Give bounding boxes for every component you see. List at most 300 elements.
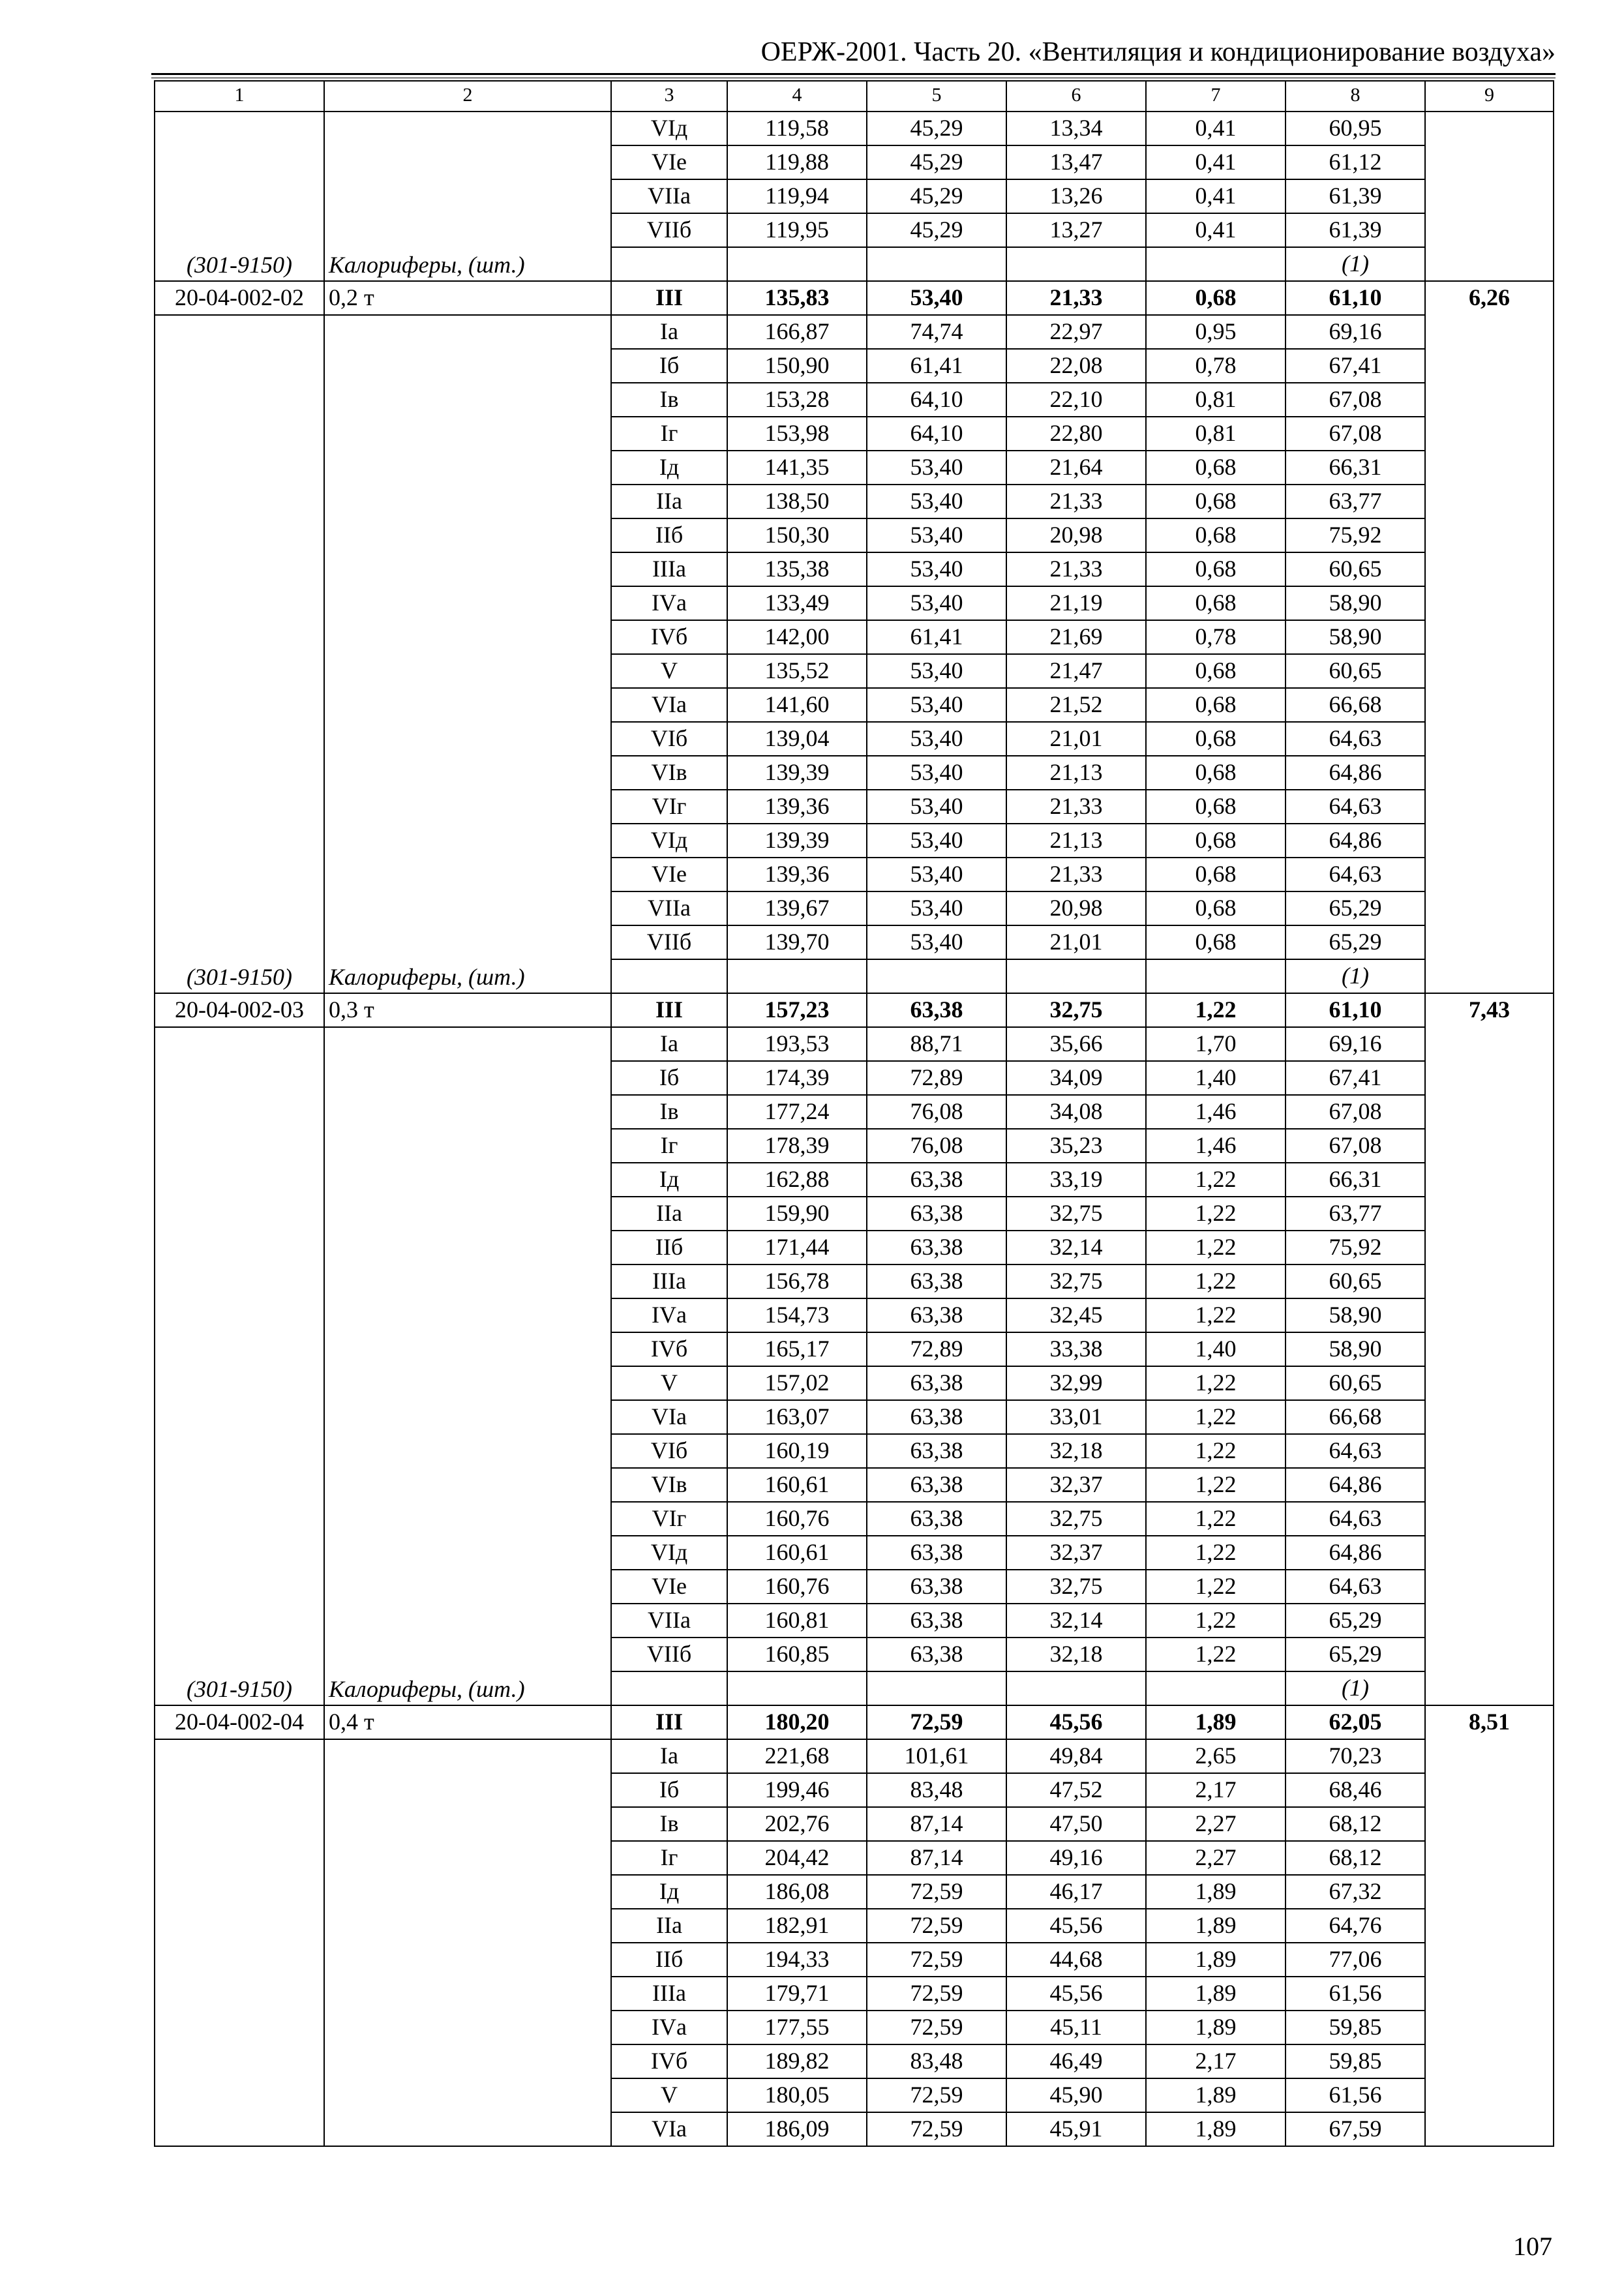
- col5-cell: 53,40: [867, 688, 1006, 722]
- col7-cell: 1,22: [1146, 1536, 1286, 1570]
- col7-cell: 1,89: [1146, 1705, 1286, 1739]
- col6-cell: 21,47: [1006, 654, 1146, 688]
- col7-cell: 1,40: [1146, 1332, 1286, 1366]
- col4-cell: 174,39: [727, 1061, 867, 1095]
- col7-cell: 0,41: [1146, 179, 1286, 213]
- col5-cell: 63,38: [867, 1400, 1006, 1434]
- page-number: 107: [1513, 2232, 1552, 2261]
- column-number: 3: [611, 81, 727, 112]
- col5-cell: 63,38: [867, 1366, 1006, 1400]
- col4-cell: 178,39: [727, 1129, 867, 1163]
- col5-cell: 45,29: [867, 145, 1006, 179]
- description-cell: Калориферы, (шт.): [324, 1027, 611, 1705]
- col7-cell: 1,89: [1146, 1875, 1286, 1909]
- col4-cell: 160,85: [727, 1638, 867, 1671]
- col4-cell: 162,88: [727, 1163, 867, 1197]
- zone-cell: IVа: [611, 586, 727, 620]
- zone-cell: VIб: [611, 722, 727, 756]
- col4-cell: 119,95: [727, 213, 867, 247]
- zone-cell: IIб: [611, 1943, 727, 1977]
- zone-cell: Iг: [611, 1841, 727, 1875]
- col4-cell: 189,82: [727, 2044, 867, 2078]
- rate-code: 20-04-002-02: [155, 281, 324, 315]
- zone-cell: VIIб: [611, 1638, 727, 1671]
- col4-cell: 135,38: [727, 552, 867, 586]
- col4-cell: 160,61: [727, 1468, 867, 1502]
- col6-cell: 21,33: [1006, 858, 1146, 891]
- col4-cell: 159,90: [727, 1197, 867, 1231]
- col4-cell: 139,36: [727, 858, 867, 891]
- col6-cell: 32,37: [1006, 1468, 1146, 1502]
- col8-cell: 64,63: [1286, 1434, 1425, 1468]
- table-body: [155, 112, 1554, 2146]
- col8-cell: 60,65: [1286, 1366, 1425, 1400]
- col4-cell: 150,90: [727, 349, 867, 383]
- col6-cell: 49,84: [1006, 1739, 1146, 1773]
- col6-cell: 21,13: [1006, 756, 1146, 790]
- col6-cell: 45,56: [1006, 1977, 1146, 2011]
- col4-cell: 119,58: [727, 112, 867, 145]
- col5-cell: 53,40: [867, 756, 1006, 790]
- col4-cell: 199,46: [727, 1773, 867, 1807]
- col8-cell: 65,29: [1286, 1604, 1425, 1638]
- empty-cell: [1006, 1671, 1146, 1705]
- col7-cell: 0,81: [1146, 417, 1286, 451]
- col5-cell: 72,59: [867, 1909, 1006, 1943]
- col7-cell: 1,89: [1146, 1943, 1286, 1977]
- zone-cell: IVб: [611, 2044, 727, 2078]
- header-rule-thick: [151, 73, 1556, 75]
- rate-code: 20-04-002-03: [155, 993, 324, 1027]
- zone-cell: VIе: [611, 1570, 727, 1604]
- col8-cell: 64,63: [1286, 858, 1425, 891]
- col5-cell: 72,59: [867, 2078, 1006, 2112]
- col6-cell: 33,19: [1006, 1163, 1146, 1197]
- col7-cell: 0,68: [1146, 688, 1286, 722]
- col4-cell: 119,94: [727, 179, 867, 213]
- zone-cell: VIг: [611, 790, 727, 824]
- col8-cell: 61,10: [1286, 281, 1425, 315]
- col7-cell: 2,27: [1146, 1841, 1286, 1875]
- zone-cell: IVа: [611, 1298, 727, 1332]
- col8-cell: 63,77: [1286, 485, 1425, 518]
- col4-cell: 139,39: [727, 756, 867, 790]
- col5-cell: 88,71: [867, 1027, 1006, 1061]
- empty-cell: [867, 1671, 1006, 1705]
- col5-cell: 45,29: [867, 112, 1006, 145]
- col5-cell: 61,41: [867, 349, 1006, 383]
- col4-cell: 157,02: [727, 1366, 867, 1400]
- col4-cell: 157,23: [727, 993, 867, 1027]
- col7-cell: 0,68: [1146, 790, 1286, 824]
- col8-cell: 75,92: [1286, 1231, 1425, 1264]
- col7-cell: 1,22: [1146, 1400, 1286, 1434]
- col7-cell: 1,89: [1146, 2011, 1286, 2044]
- zone-cell: Iв: [611, 1807, 727, 1841]
- col6-cell: 21,19: [1006, 586, 1146, 620]
- col5-cell: 53,40: [867, 451, 1006, 485]
- col6-cell: 46,49: [1006, 2044, 1146, 2078]
- col5-cell: 53,40: [867, 891, 1006, 925]
- zone-cell: VIIб: [611, 213, 727, 247]
- col7-cell: 0,95: [1146, 315, 1286, 349]
- col7-cell: 1,22: [1146, 1197, 1286, 1231]
- col5-cell: 53,40: [867, 518, 1006, 552]
- col8-cell: 68,12: [1286, 1841, 1425, 1875]
- col8-cell: 64,86: [1286, 824, 1425, 858]
- empty-cell: [727, 1671, 867, 1705]
- col7-cell: 0,41: [1146, 213, 1286, 247]
- col6-cell: 20,98: [1006, 891, 1146, 925]
- zone-cell: IIIа: [611, 552, 727, 586]
- zone-cell: Iг: [611, 1129, 727, 1163]
- col5-cell: 45,29: [867, 213, 1006, 247]
- rate-measure: 0,3 т: [324, 993, 611, 1027]
- main-rate-row: [155, 281, 1554, 315]
- col8-cell: 64,63: [1286, 790, 1425, 824]
- zone-cell: IVб: [611, 1332, 727, 1366]
- col4-cell: 141,60: [727, 688, 867, 722]
- col8-cell: 69,16: [1286, 1027, 1425, 1061]
- code-cell: [155, 1739, 324, 2146]
- col7-cell: 0,68: [1146, 858, 1286, 891]
- col4-cell: 160,61: [727, 1536, 867, 1570]
- column-number-row: [155, 81, 1554, 112]
- empty-cell: [727, 959, 867, 993]
- col7-cell: 0,68: [1146, 518, 1286, 552]
- col4-cell: 154,73: [727, 1298, 867, 1332]
- col8-cell: 67,08: [1286, 1095, 1425, 1129]
- col4-cell: 182,91: [727, 1909, 867, 1943]
- col6-cell: 21,01: [1006, 925, 1146, 959]
- col8-cell: 63,77: [1286, 1197, 1425, 1231]
- zone-cell: VIб: [611, 1434, 727, 1468]
- col6-cell: 35,66: [1006, 1027, 1146, 1061]
- col8-cell: 62,05: [1286, 1705, 1425, 1739]
- col7-cell: 1,46: [1146, 1095, 1286, 1129]
- col7-cell: 1,22: [1146, 1502, 1286, 1536]
- col5-cell: 53,40: [867, 485, 1006, 518]
- col4-cell: 135,83: [727, 281, 867, 315]
- zone-cell: Iб: [611, 349, 727, 383]
- zone-cell: VIа: [611, 2112, 727, 2146]
- col5-cell: 64,10: [867, 417, 1006, 451]
- col7-cell: 2,17: [1146, 2044, 1286, 2078]
- col6-cell: 21,33: [1006, 552, 1146, 586]
- col7-cell: 1,22: [1146, 1468, 1286, 1502]
- col4-cell: 166,87: [727, 315, 867, 349]
- col7-cell: 1,22: [1146, 1604, 1286, 1638]
- col4-cell: 194,33: [727, 1943, 867, 1977]
- zone-cell: Iд: [611, 451, 727, 485]
- description-cell: Калориферы, (шт.): [324, 315, 611, 993]
- zone-cell: VIе: [611, 858, 727, 891]
- col8-cell: 60,65: [1286, 1264, 1425, 1298]
- col7-cell: 0,68: [1146, 485, 1286, 518]
- description-cell: [324, 1739, 611, 2146]
- col7-cell: 1,22: [1146, 1638, 1286, 1671]
- zone-cell: VIе: [611, 145, 727, 179]
- col4-cell: 142,00: [727, 620, 867, 654]
- zone-cell: Iд: [611, 1163, 727, 1197]
- col7-cell: 1,22: [1146, 1163, 1286, 1197]
- col8-cell: 64,86: [1286, 1536, 1425, 1570]
- zone-cell: VIв: [611, 1468, 727, 1502]
- col6-cell: 32,45: [1006, 1298, 1146, 1332]
- col6-cell: 20,98: [1006, 518, 1146, 552]
- column-number-header: [155, 81, 1554, 112]
- col5-cell: 101,61: [867, 1739, 1006, 1773]
- col6-cell: 21,33: [1006, 790, 1146, 824]
- col7-cell: 0,81: [1146, 383, 1286, 417]
- col4-cell: 186,08: [727, 1875, 867, 1909]
- col6-cell: 21,13: [1006, 824, 1146, 858]
- col8-cell: 64,63: [1286, 722, 1425, 756]
- col7-cell: 0,68: [1146, 824, 1286, 858]
- col4-cell: 119,88: [727, 145, 867, 179]
- col8-cell: 77,06: [1286, 1943, 1425, 1977]
- description-cell: Калориферы, (шт.): [324, 112, 611, 281]
- column-number: 5: [867, 81, 1006, 112]
- col7-cell: 1,70: [1146, 1027, 1286, 1061]
- col7-cell: 1,89: [1146, 1977, 1286, 2011]
- page-header: ОЕРЖ-2001. Часть 20. «Вентиляция и кондиционирование воздуха»: [760, 37, 1556, 67]
- col4-cell: 177,55: [727, 2011, 867, 2044]
- empty-cell: [867, 959, 1006, 993]
- col5-cell: 72,59: [867, 2112, 1006, 2146]
- col6-cell: 21,64: [1006, 451, 1146, 485]
- zone-cell: Iа: [611, 1027, 727, 1061]
- zone-cell: VIв: [611, 756, 727, 790]
- col6-cell: 45,56: [1006, 1909, 1146, 1943]
- col4-cell: 141,35: [727, 451, 867, 485]
- col4-cell: 221,68: [727, 1739, 867, 1773]
- zone-cell: VIIа: [611, 1604, 727, 1638]
- col6-cell: 34,08: [1006, 1095, 1146, 1129]
- col4-cell: 139,36: [727, 790, 867, 824]
- col5-cell: 63,38: [867, 1197, 1006, 1231]
- col7-cell: 1,22: [1146, 1298, 1286, 1332]
- col4-cell: 160,81: [727, 1604, 867, 1638]
- col4-cell: 165,17: [727, 1332, 867, 1366]
- col6-cell: 21,33: [1006, 281, 1146, 315]
- col8-cell: 60,95: [1286, 112, 1425, 145]
- col5-cell: 83,48: [867, 1773, 1006, 1807]
- zone-cell: Iа: [611, 1739, 727, 1773]
- col8-cell: 64,76: [1286, 1909, 1425, 1943]
- col6-cell: 32,18: [1006, 1434, 1146, 1468]
- zone-cell: [611, 959, 727, 993]
- col6-cell: 32,75: [1006, 1197, 1146, 1231]
- zone-cell: V: [611, 654, 727, 688]
- col7-cell: 1,89: [1146, 2112, 1286, 2146]
- zone-cell: III: [611, 1705, 727, 1739]
- col8-cell: 67,08: [1286, 417, 1425, 451]
- zone-cell: V: [611, 1366, 727, 1400]
- zone-cell: Iд: [611, 1875, 727, 1909]
- col6-cell: 47,52: [1006, 1773, 1146, 1807]
- zone-cell: IIIа: [611, 1977, 727, 2011]
- col5-cell: 87,14: [867, 1807, 1006, 1841]
- table-row: [155, 315, 1554, 349]
- col8-cell: 58,90: [1286, 1298, 1425, 1332]
- zone-cell: VIд: [611, 1536, 727, 1570]
- col5-cell: 63,38: [867, 1264, 1006, 1298]
- col4-cell: 150,30: [727, 518, 867, 552]
- col5-cell: 53,40: [867, 281, 1006, 315]
- column-number: 6: [1006, 81, 1146, 112]
- col4-cell: 160,19: [727, 1434, 867, 1468]
- col7-cell: 2,27: [1146, 1807, 1286, 1841]
- empty-cell: [1006, 247, 1146, 281]
- col7-cell: 0,68: [1146, 451, 1286, 485]
- col8-cell: 58,90: [1286, 1332, 1425, 1366]
- col5-cell: 72,59: [867, 1943, 1006, 1977]
- col4-cell: 179,71: [727, 1977, 867, 2011]
- col8-cell: 66,31: [1286, 1163, 1425, 1197]
- zone-cell: IIб: [611, 518, 727, 552]
- col6-cell: 45,11: [1006, 2011, 1146, 2044]
- column-number: 9: [1425, 81, 1554, 112]
- col8-cell: 66,68: [1286, 688, 1425, 722]
- empty-cell: [1146, 1671, 1286, 1705]
- zone-cell: VIд: [611, 824, 727, 858]
- col7-cell: 0,68: [1146, 756, 1286, 790]
- rate-measure: 0,4 т: [324, 1705, 611, 1739]
- zone-cell: IIIа: [611, 1264, 727, 1298]
- col5-cell: 63,38: [867, 1604, 1006, 1638]
- col4-cell: 139,39: [727, 824, 867, 858]
- col5-cell: 72,89: [867, 1332, 1006, 1366]
- col4-cell: 138,50: [727, 485, 867, 518]
- zone-cell: IIа: [611, 485, 727, 518]
- col5-cell: 53,40: [867, 586, 1006, 620]
- col4-cell: 153,98: [727, 417, 867, 451]
- zone-cell: VIг: [611, 1502, 727, 1536]
- zone-cell: [611, 1671, 727, 1705]
- col7-cell: 0,41: [1146, 112, 1286, 145]
- col8-cell: 67,08: [1286, 383, 1425, 417]
- col8-cell: 67,32: [1286, 1875, 1425, 1909]
- col6-cell: 46,17: [1006, 1875, 1146, 1909]
- col8-cell: 67,41: [1286, 1061, 1425, 1095]
- col5-cell: 53,40: [867, 824, 1006, 858]
- col8-cell: 69,16: [1286, 315, 1425, 349]
- zone-cell: III: [611, 281, 727, 315]
- col4-cell: 186,09: [727, 2112, 867, 2146]
- col8-cell: 61,12: [1286, 145, 1425, 179]
- col7-cell: 0,41: [1146, 145, 1286, 179]
- col4-cell: 133,49: [727, 586, 867, 620]
- col6-cell: 22,10: [1006, 383, 1146, 417]
- zone-cell: IVа: [611, 2011, 727, 2044]
- col4-cell: 193,53: [727, 1027, 867, 1061]
- col7-cell: 1,89: [1146, 2078, 1286, 2112]
- col5-cell: 53,40: [867, 722, 1006, 756]
- col6-cell: 32,99: [1006, 1366, 1146, 1400]
- col8-cell: 68,12: [1286, 1807, 1425, 1841]
- resource-value: (1): [1286, 959, 1425, 993]
- col4-cell: 180,05: [727, 2078, 867, 2112]
- empty-cell: [1146, 247, 1286, 281]
- col5-cell: 76,08: [867, 1095, 1006, 1129]
- col6-cell: 22,80: [1006, 417, 1146, 451]
- col5-cell: 87,14: [867, 1841, 1006, 1875]
- col4-cell: 160,76: [727, 1502, 867, 1536]
- col4-cell: 180,20: [727, 1705, 867, 1739]
- col7-cell: 1,22: [1146, 1366, 1286, 1400]
- zone-cell: VIа: [611, 1400, 727, 1434]
- col7-cell: 1,22: [1146, 1434, 1286, 1468]
- table-row: [155, 112, 1554, 145]
- zone-cell: VIа: [611, 688, 727, 722]
- col7-cell: 1,46: [1146, 1129, 1286, 1163]
- col8-cell: 75,92: [1286, 518, 1425, 552]
- col8-cell: 60,65: [1286, 552, 1425, 586]
- col8-cell: 64,63: [1286, 1502, 1425, 1536]
- col6-cell: 33,01: [1006, 1400, 1146, 1434]
- col5-cell: 76,08: [867, 1129, 1006, 1163]
- col8-cell: 61,56: [1286, 2078, 1425, 2112]
- main-rate-row: [155, 993, 1554, 1027]
- col8-cell: 67,08: [1286, 1129, 1425, 1163]
- zone-cell: IVб: [611, 620, 727, 654]
- col8-cell: 58,90: [1286, 586, 1425, 620]
- col6-cell: 32,18: [1006, 1638, 1146, 1671]
- col9-value: 7,43: [1425, 993, 1554, 1705]
- col7-cell: 0,68: [1146, 925, 1286, 959]
- empty-cell: [1006, 959, 1146, 993]
- column-number: 7: [1146, 81, 1286, 112]
- col8-cell: 64,63: [1286, 1570, 1425, 1604]
- col5-cell: 72,59: [867, 2011, 1006, 2044]
- col6-cell: 32,75: [1006, 1502, 1146, 1536]
- col7-cell: 0,68: [1146, 586, 1286, 620]
- col4-cell: 177,24: [727, 1095, 867, 1129]
- col8-cell: 64,86: [1286, 756, 1425, 790]
- col8-cell: 61,10: [1286, 993, 1425, 1027]
- col5-cell: 53,40: [867, 925, 1006, 959]
- col6-cell: 21,69: [1006, 620, 1146, 654]
- zone-cell: VIIа: [611, 179, 727, 213]
- zone-cell: V: [611, 2078, 727, 2112]
- col7-cell: 1,22: [1146, 1231, 1286, 1264]
- zone-cell: VIд: [611, 112, 727, 145]
- col5-cell: 72,59: [867, 1875, 1006, 1909]
- col5-cell: 53,40: [867, 552, 1006, 586]
- resource-value: (1): [1286, 247, 1425, 281]
- col8-cell: 66,68: [1286, 1400, 1425, 1434]
- zone-cell: Iб: [611, 1773, 727, 1807]
- col4-cell: 153,28: [727, 383, 867, 417]
- col8-cell: 65,29: [1286, 1638, 1425, 1671]
- col4-cell: 204,42: [727, 1841, 867, 1875]
- column-number: 2: [324, 81, 611, 112]
- col6-cell: 32,75: [1006, 993, 1146, 1027]
- col7-cell: 0,68: [1146, 722, 1286, 756]
- col6-cell: 32,75: [1006, 1264, 1146, 1298]
- col5-cell: 63,38: [867, 1502, 1006, 1536]
- col8-cell: 64,86: [1286, 1468, 1425, 1502]
- col7-cell: 1,40: [1146, 1061, 1286, 1095]
- col6-cell: 21,01: [1006, 722, 1146, 756]
- zone-cell: Iв: [611, 383, 727, 417]
- col6-cell: 13,27: [1006, 213, 1146, 247]
- rate-measure: 0,2 т: [324, 281, 611, 315]
- col8-cell: 67,41: [1286, 349, 1425, 383]
- col5-cell: 53,40: [867, 790, 1006, 824]
- col4-cell: 139,67: [727, 891, 867, 925]
